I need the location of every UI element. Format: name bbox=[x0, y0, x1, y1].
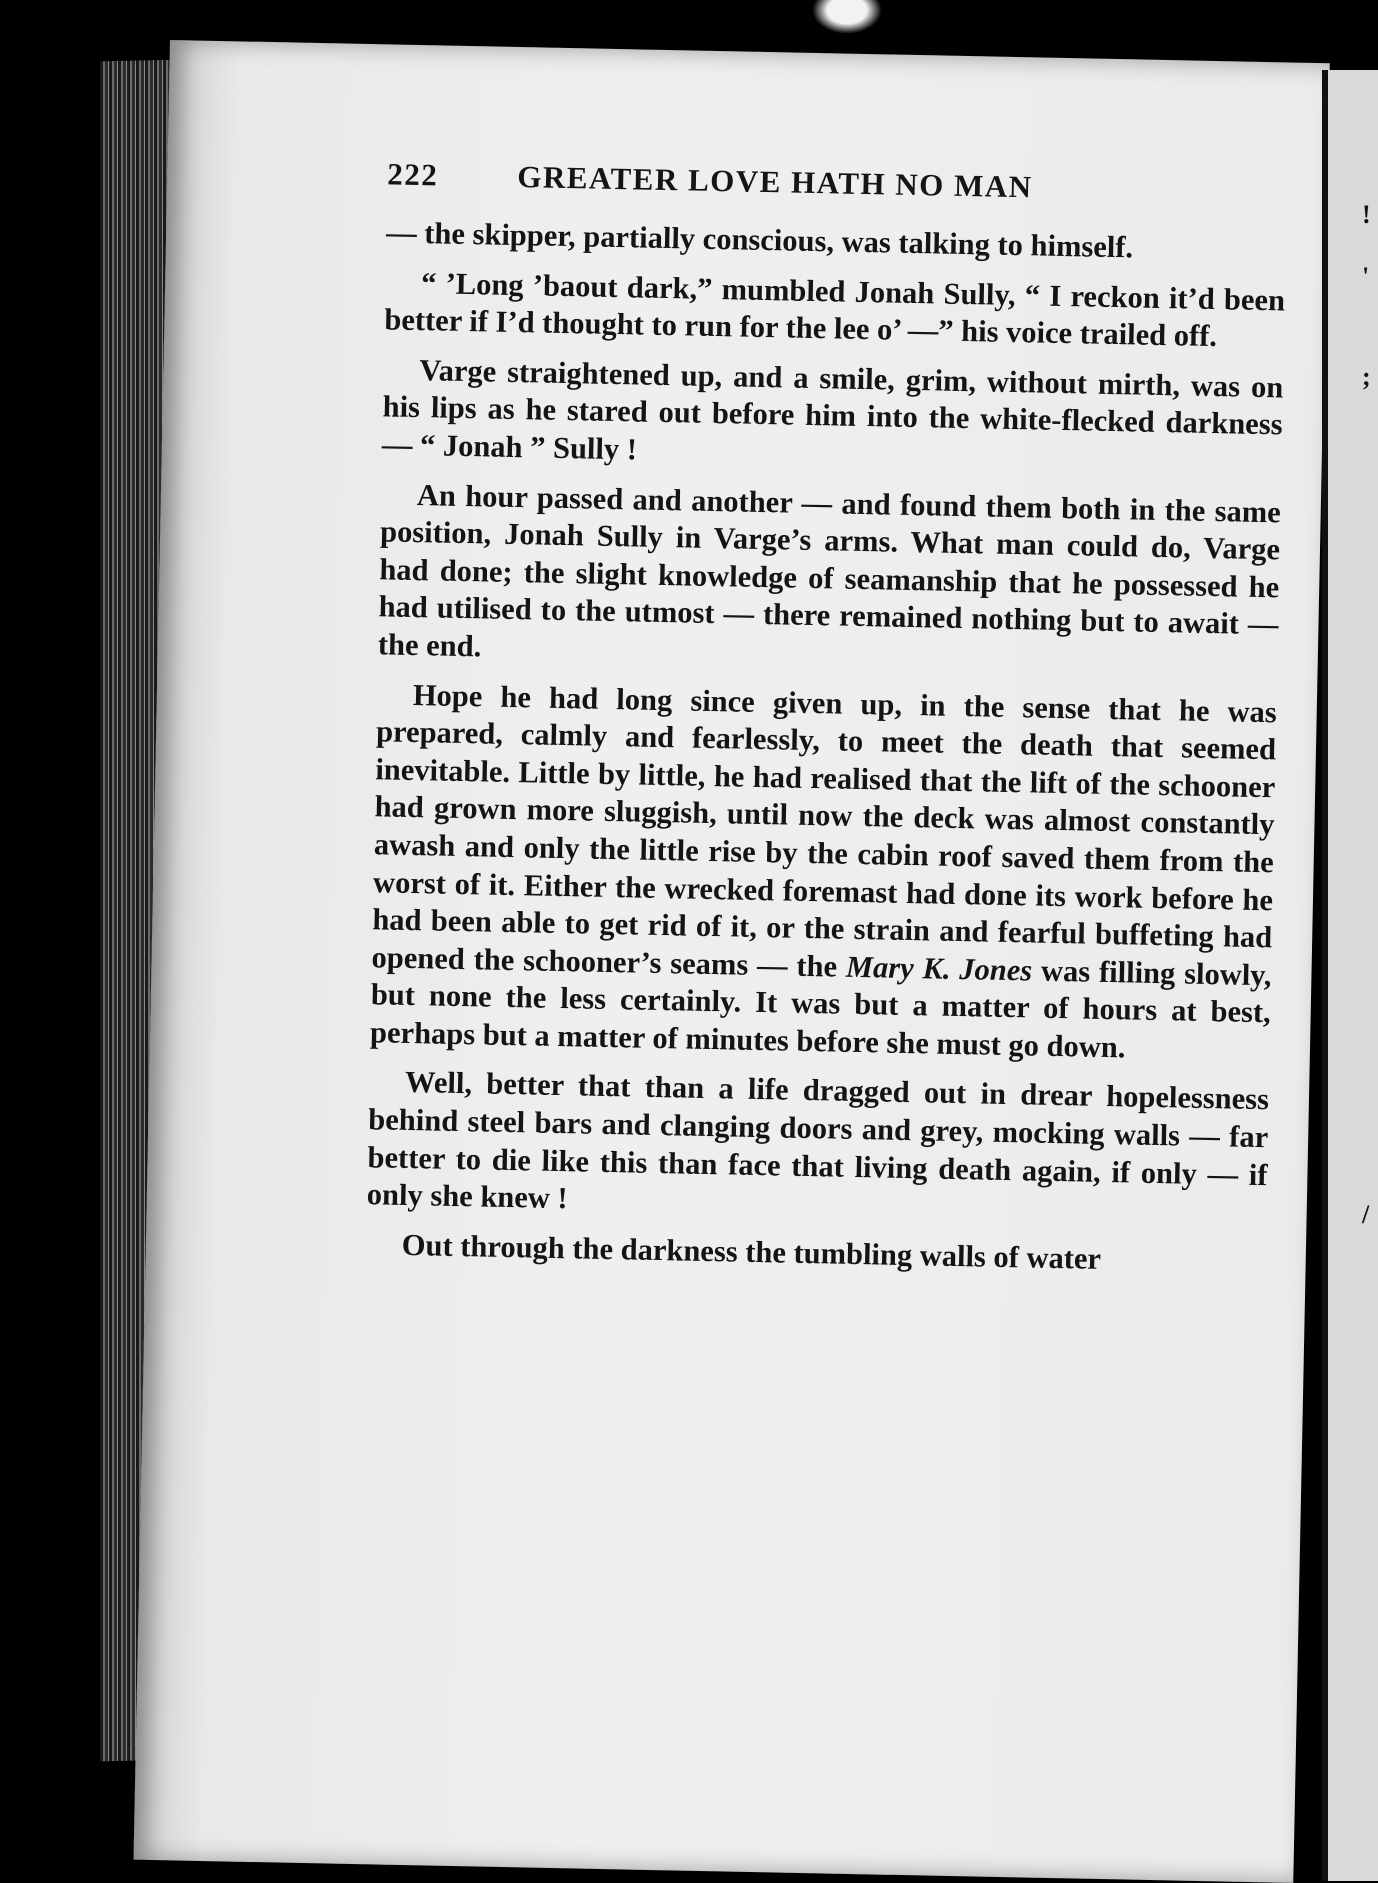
paragraph-text: was filling slowly, but none the less certainly. It was but a matter of hours at best, perhaps but a matter of minutes before she must go down. bbox=[369, 953, 1272, 1065]
margin-mark: ; bbox=[1362, 362, 1371, 391]
paragraph: Out through the darkness the tumbling walls of water bbox=[401, 1227, 1102, 1276]
margin-mark: ! bbox=[1362, 200, 1371, 229]
margin-mark: / bbox=[1362, 1200, 1370, 1229]
paragraph: “ ’Long ’baout dark,” mumbled Jonah Sully, “ I reckon it’d been better if I’d thought to run for the lee o’ —” his voice trailed off. bbox=[384, 265, 1286, 354]
scan-artifact bbox=[812, 0, 882, 34]
book-page bbox=[133, 40, 1329, 1883]
paragraph-text: Hope he had long since given up, in the sense that he was prepared, calmly and fearlessly, to meet the death that seemed inevitable. Little by little, he had realised that the lift of the schooner had grown more sluggish, until now the deck was almost constantly awash and only the little rise by the cabin roof saved them from the worst of it. Either the wrecked foremast had done its work before he had been able to get rid of it, or the strain and fearful buffeting had opened the schooner’s seams — the bbox=[371, 677, 1278, 984]
running-head bbox=[387, 156, 1148, 207]
paragraph: Varge straightened up, and a smile, grim, without mirth, was on his lips as he stared out before him into the white-flecked darkness — “ Jonah ” Sully ! bbox=[381, 352, 1284, 467]
margin-mark: ' bbox=[1362, 262, 1370, 291]
book-title: GREATER LOVE HATH NO MAN bbox=[516, 159, 1033, 205]
paragraph: An hour passed and another — and found them both in the same position, Jonah Sully in Varge’s arms. What man could do, Varge had done; the slight knowledge of seamanship that he possessed he had utilised to the utmost — there remained nothing but to await — the end. bbox=[377, 477, 1282, 664]
paragraph: — the skipper, partially conscious, was talking to himself. bbox=[385, 215, 1134, 265]
paragraph: Well, better that than a life dragged out in drear hopelessness behind steel bars and clanging doors and grey, mocking walls — far better to die like this than face that living death again, if only — if only she knew ! bbox=[366, 1065, 1270, 1216]
ship-name: Mary K. Jones bbox=[845, 949, 1033, 988]
paragraph bbox=[370, 676, 1277, 1070]
body-text bbox=[365, 214, 1286, 1293]
facing-page-edge bbox=[1322, 70, 1378, 1881]
page-number: 222 bbox=[387, 156, 439, 193]
